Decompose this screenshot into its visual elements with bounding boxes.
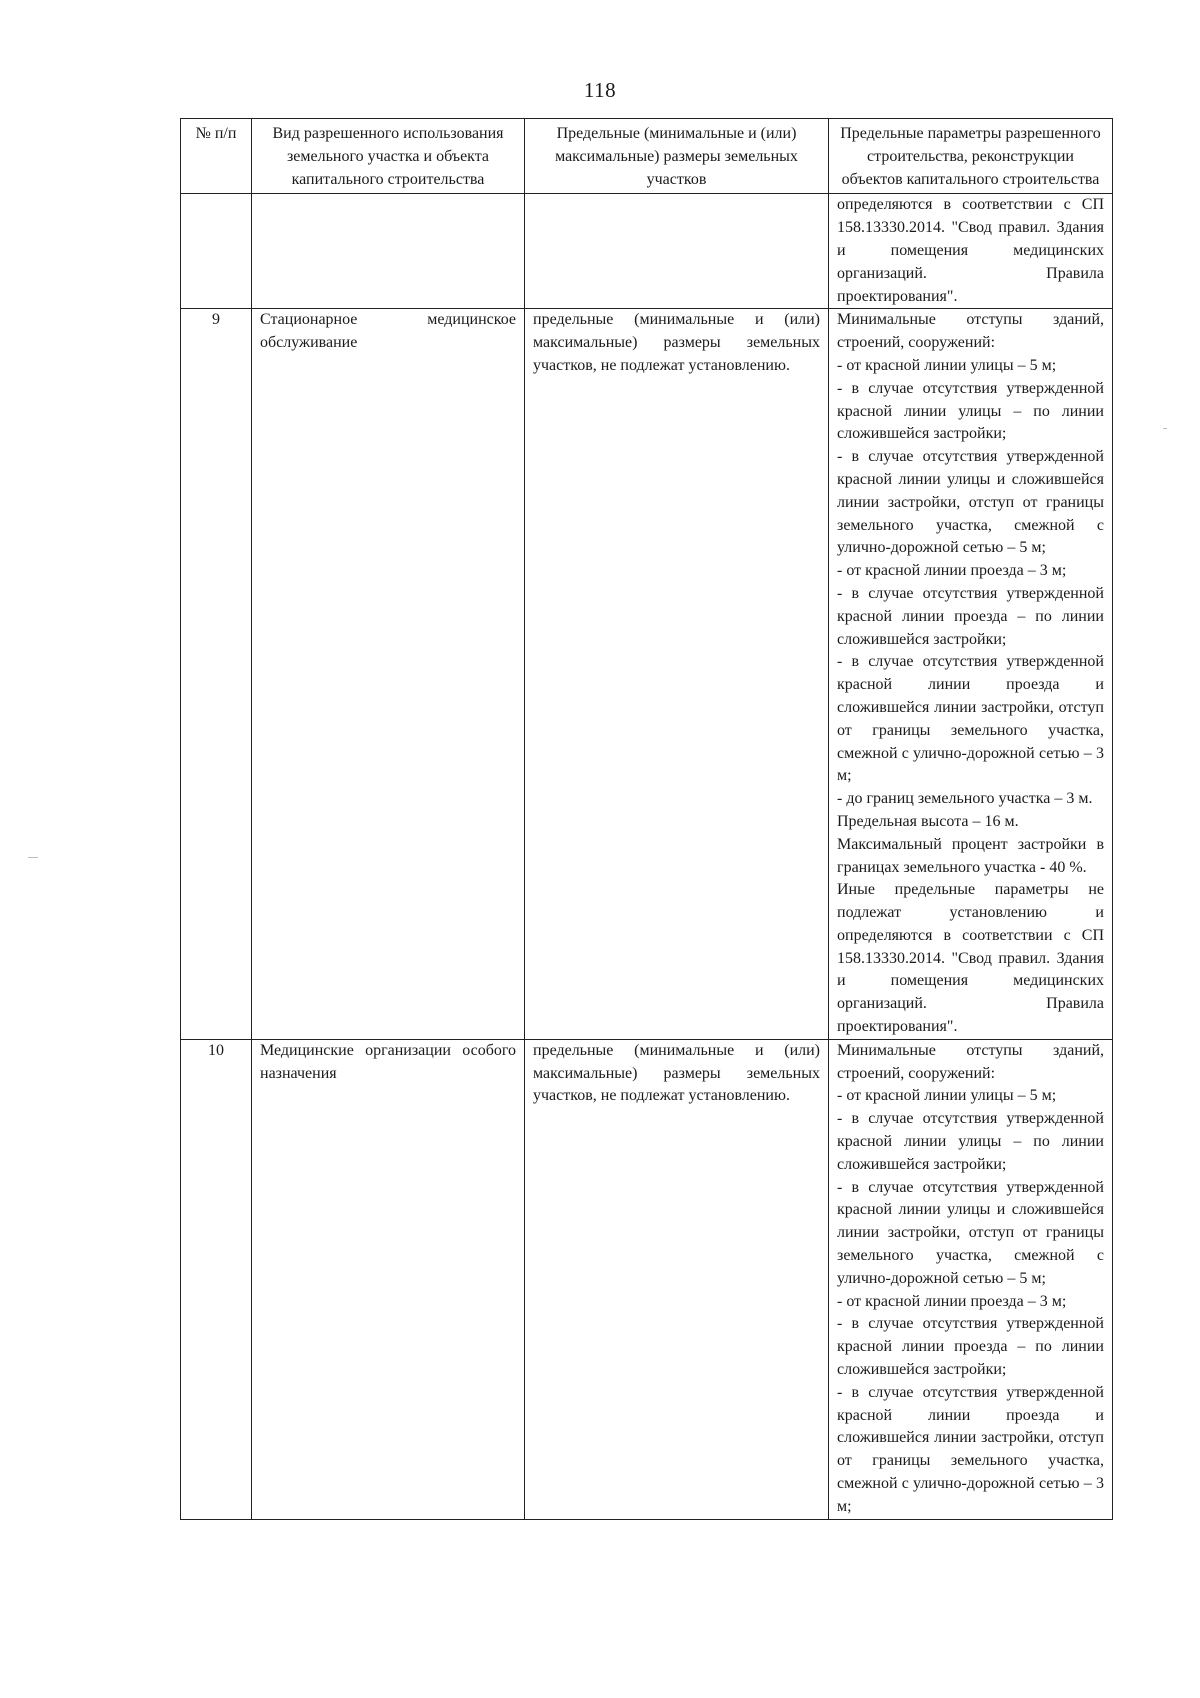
row-parameters: Минимальные отступы зданий, строений, сооружений: - от красной линии улицы – 5 м; - в случае отсутствия утвержденной красной линии улицы – по линии сложившейся застройки; - в случае отсутствия утвержденной красной линии улицы и сложившейся линии застройки, отступ от границы земельного участка, смежной с улично-дорожной сетью – 5 м; - от красной линии проезда – 3 м; - в случае отсутствия утвержденной красной линии проезда – по линии сложившейся застройки; - в случае отсутствия утвержденной красной линии проезда и сложившейся линии застройки, отступ от границы земельного участка, смежной с улично-дорожной сетью – 3 м; - до границ земельного участка – 3 м. Предельная высота – 16 м. Максимальный процент застройки в границах земельного участка - 40 %. Иные предельные параметры не подлежат установлению и определяются в соответствии с СП 158.13330.2014. "Свод правил. Здания и помещения медицинских организаций. Правила проектирования". (829, 309, 1113, 1040)
row-parameters: определяются в соответствии с СП 158.13330.2014. "Свод правил. Здания и помещения медицинских организаций. Правила проектирования". (829, 194, 1113, 309)
page-number: 118 (583, 78, 617, 102)
header-use-type: Вид разрешенного использования земельного участка и объекта капитального строительства (252, 119, 525, 194)
table-row (181, 1039, 1113, 1519)
header-parameters: Предельные параметры разрешенного строительства, реконструкции объектов капитального строительства (829, 119, 1113, 194)
row-plot-size: предельные (минимальные и (или) максимальные) размеры земельных участков, не подлежат установлению. (525, 309, 829, 1040)
row-use-type (252, 194, 525, 309)
row-num: 9 (181, 309, 252, 1040)
row-num (181, 194, 252, 309)
regulations-table (180, 118, 1113, 1520)
table-row (181, 194, 1113, 309)
scan-mark (28, 857, 38, 858)
header-num: № п/п (181, 119, 252, 194)
row-use-type: Медицинские организации особого назначения (252, 1039, 525, 1519)
row-plot-size (525, 194, 829, 309)
row-use-type: Стационарное медицинское обслуживание (252, 309, 525, 1040)
scan-mark (1163, 428, 1167, 429)
table-header-row (181, 119, 1113, 194)
row-plot-size: предельные (минимальные и (или) максимальные) размеры земельных участков, не подлежат установлению. (525, 1039, 829, 1519)
row-parameters: Минимальные отступы зданий, строений, сооружений: - от красной линии улицы – 5 м; - в случае отсутствия утвержденной красной линии улицы – по линии сложившейся застройки; - в случае отсутствия утвержденной красной линии улицы и сложившейся линии застройки, отступ от границы земельного участка, смежной с улично-дорожной сетью – 5 м; - от красной линии проезда – 3 м; - в случае отсутствия утвержденной красной линии проезда – по линии сложившейся застройки; - в случае отсутствия утвержденной красной линии проезда и сложившейся линии застройки, отступ от границы земельного участка, смежной с улично-дорожной сетью – 3 м; (829, 1039, 1113, 1519)
row-num: 10 (181, 1039, 252, 1519)
table-row (181, 309, 1113, 1040)
header-plot-size: Предельные (минимальные и (или) максимальные) размеры земельных участков (525, 119, 829, 194)
